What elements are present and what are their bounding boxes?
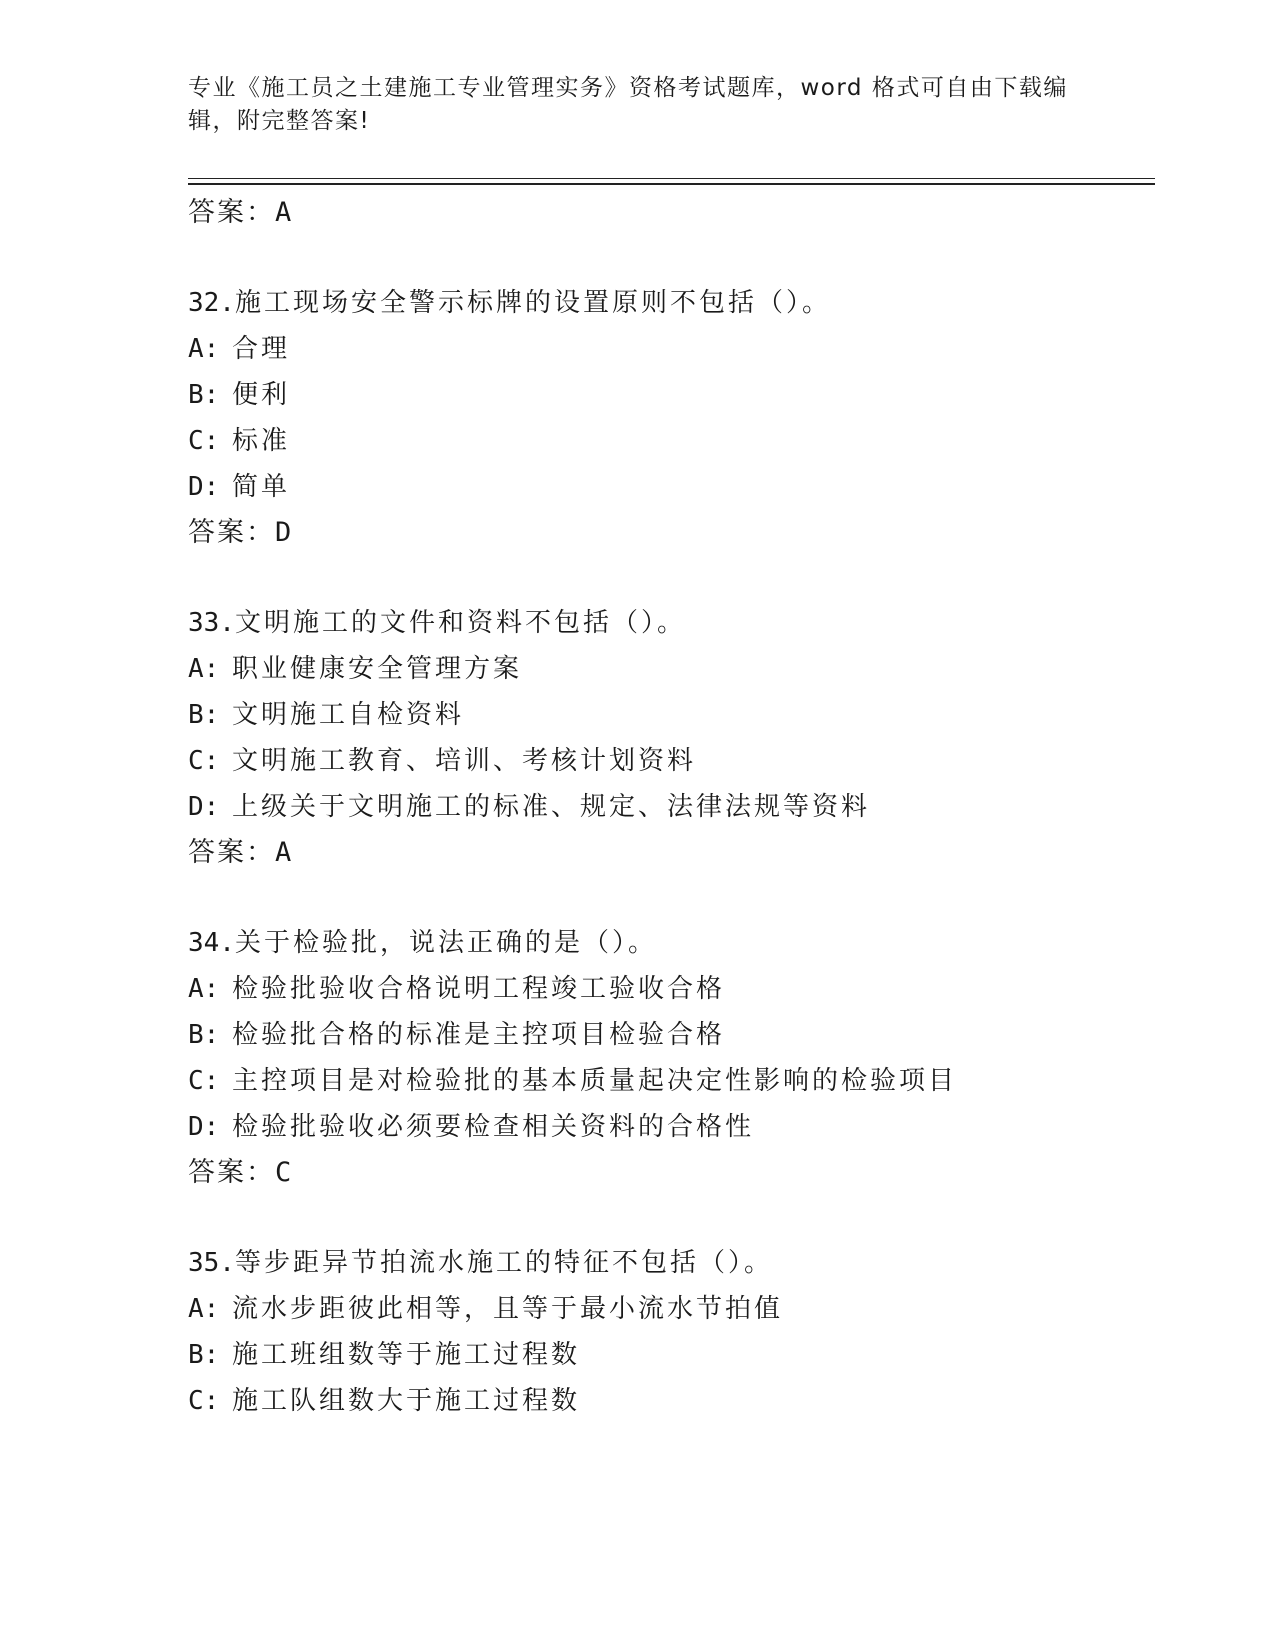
option-key: C: bbox=[188, 426, 220, 456]
option-key: A: bbox=[188, 334, 220, 364]
spacer bbox=[188, 1196, 1155, 1240]
option-key: B: bbox=[188, 1020, 220, 1050]
question-number: 35. bbox=[188, 1248, 235, 1278]
option-text: 施工班组数等于施工过程数 bbox=[232, 1340, 581, 1370]
spacer bbox=[188, 556, 1155, 600]
option-c bbox=[188, 418, 1155, 464]
option-text: 文明施工自检资料 bbox=[232, 700, 465, 730]
question-list bbox=[188, 190, 1155, 1424]
option-c bbox=[188, 1378, 1155, 1424]
option-key: C: bbox=[188, 746, 220, 776]
answer-prefix: 答案： bbox=[188, 1157, 275, 1188]
option-text: 流水步距彼此相等，且等于最小流水节拍值 bbox=[232, 1294, 784, 1324]
answer-letter: C bbox=[275, 1157, 294, 1188]
question-35 bbox=[188, 1240, 1155, 1286]
option-key: D: bbox=[188, 1112, 220, 1142]
option-text: 主控项目是对检验批的基本质量起决定性影响的检验项目 bbox=[232, 1066, 958, 1096]
answer-letter: A bbox=[275, 837, 294, 868]
header-line-1: 专业《施工员之土建施工专业管理实务》资格考试题库，word 格式可自由下载编 bbox=[188, 75, 1068, 101]
answer-prefix: 答案： bbox=[188, 197, 275, 228]
question-number: 34. bbox=[188, 928, 235, 958]
answer-prefix: 答案： bbox=[188, 837, 275, 868]
option-b bbox=[188, 1332, 1155, 1378]
question-text: 施工现场安全警示标牌的设置原则不包括（）。 bbox=[234, 288, 831, 318]
answer-line bbox=[188, 510, 1155, 556]
header-rule-thin bbox=[188, 178, 1155, 179]
question-text: 文明施工的文件和资料不包括（）。 bbox=[234, 608, 686, 638]
spacer bbox=[188, 876, 1155, 920]
answer-prefix: 答案： bbox=[188, 517, 275, 548]
option-key: B: bbox=[188, 380, 220, 410]
header-rule-thick bbox=[188, 183, 1155, 185]
question-34 bbox=[188, 920, 1155, 966]
option-text: 简单 bbox=[232, 472, 291, 502]
header-line-2: 辑，附完整答案! bbox=[188, 108, 371, 134]
option-text: 便利 bbox=[232, 380, 291, 410]
option-key: A: bbox=[188, 654, 220, 684]
option-key: C: bbox=[188, 1066, 220, 1096]
question-33 bbox=[188, 600, 1155, 646]
option-key: A: bbox=[188, 1294, 220, 1324]
option-text: 合理 bbox=[232, 334, 291, 364]
option-b bbox=[188, 372, 1155, 418]
option-text: 检验批合格的标准是主控项目检验合格 bbox=[232, 1020, 726, 1050]
option-key: B: bbox=[188, 1340, 220, 1370]
option-key: A: bbox=[188, 974, 220, 1004]
answer-letter: A bbox=[275, 197, 294, 228]
answer-letter: D bbox=[275, 517, 294, 548]
question-number: 32. bbox=[188, 288, 235, 318]
option-text: 职业健康安全管理方案 bbox=[232, 654, 523, 684]
document-header bbox=[188, 72, 1088, 138]
option-a bbox=[188, 646, 1155, 692]
option-a bbox=[188, 326, 1155, 372]
answer-line bbox=[188, 190, 1155, 236]
option-key: B: bbox=[188, 700, 220, 730]
answer-line bbox=[188, 1150, 1155, 1196]
option-a bbox=[188, 1286, 1155, 1332]
spacer bbox=[188, 236, 1155, 280]
option-text: 检验批验收必须要检查相关资料的合格性 bbox=[232, 1112, 755, 1142]
answer-line bbox=[188, 830, 1155, 876]
option-a bbox=[188, 966, 1155, 1012]
option-text: 标准 bbox=[232, 426, 291, 456]
question-text: 等步距异节拍流水施工的特征不包括（）。 bbox=[234, 1248, 773, 1278]
option-key: D: bbox=[188, 472, 220, 502]
option-b bbox=[188, 1012, 1155, 1058]
option-d bbox=[188, 784, 1155, 830]
option-key: D: bbox=[188, 792, 220, 822]
option-text: 检验批验收合格说明工程竣工验收合格 bbox=[232, 974, 726, 1004]
question-number: 33. bbox=[188, 608, 235, 638]
option-c bbox=[188, 738, 1155, 784]
question-32 bbox=[188, 280, 1155, 326]
option-b bbox=[188, 692, 1155, 738]
option-c bbox=[188, 1058, 1155, 1104]
option-text: 上级关于文明施工的标准、规定、法律法规等资料 bbox=[232, 792, 871, 822]
option-d bbox=[188, 464, 1155, 510]
question-text: 关于检验批，说法正确的是（）。 bbox=[234, 928, 657, 958]
option-key: C: bbox=[188, 1386, 220, 1416]
option-d bbox=[188, 1104, 1155, 1150]
option-text: 文明施工教育、培训、考核计划资料 bbox=[232, 746, 697, 776]
option-text: 施工队组数大于施工过程数 bbox=[232, 1386, 581, 1416]
